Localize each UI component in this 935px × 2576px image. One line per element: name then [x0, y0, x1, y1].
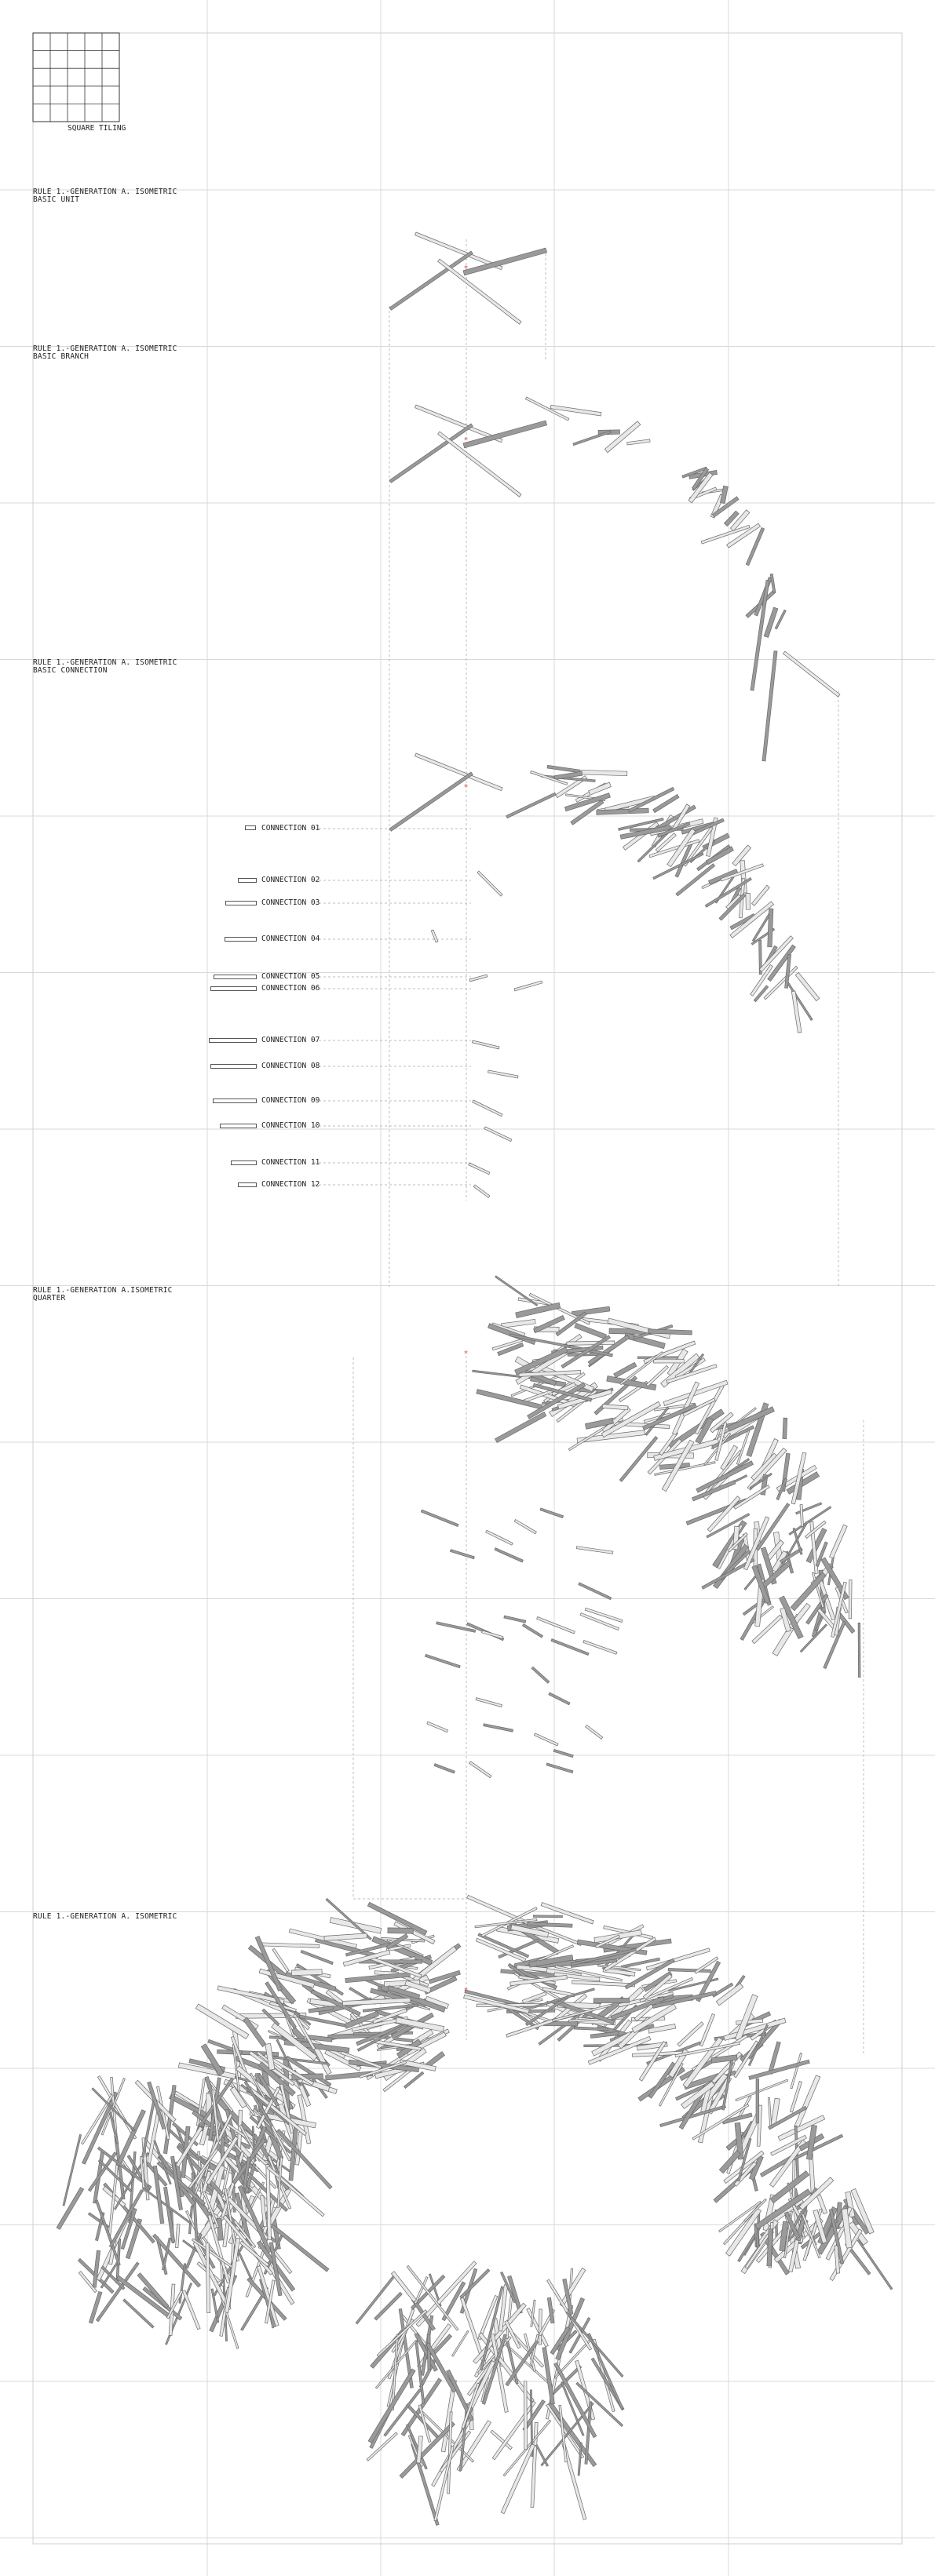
slat — [762, 651, 777, 761]
slat — [486, 1530, 513, 1545]
slat — [463, 248, 547, 275]
connection-12-swatch — [238, 1182, 257, 1187]
slat — [469, 975, 488, 982]
slat — [176, 2224, 181, 2248]
slat — [668, 1969, 710, 1973]
slat — [516, 1303, 561, 1317]
section-title-full — [33, 1913, 177, 1921]
slat — [770, 574, 776, 592]
slat — [541, 1903, 594, 1924]
slat — [576, 1547, 613, 1554]
slat — [389, 424, 473, 483]
slat — [800, 1624, 827, 1652]
slat — [260, 1943, 320, 1948]
connection-02-swatch — [238, 878, 257, 883]
slat — [585, 1608, 623, 1622]
slat — [195, 2004, 249, 2039]
slat — [182, 2290, 200, 2330]
slat — [431, 930, 438, 942]
slat — [425, 1654, 460, 1667]
slat — [469, 1163, 490, 1175]
section-subtitle: BASIC UNIT — [33, 195, 80, 204]
slat — [450, 1550, 474, 1559]
slat — [537, 1617, 575, 1634]
slat — [421, 1510, 458, 1526]
connection-05-swatch — [214, 975, 257, 979]
slat — [389, 251, 473, 310]
slat — [501, 2444, 535, 2514]
slat — [93, 2250, 100, 2287]
connection-09-label: CONNECTION 09 — [261, 1096, 320, 1105]
section-subtitle: BASIC CONNECTION — [33, 666, 108, 675]
marker-star: * — [464, 783, 468, 792]
slat — [427, 1722, 448, 1733]
slat — [499, 1939, 539, 1958]
slat — [360, 1960, 422, 1964]
connection-11-label: CONNECTION 11 — [261, 1158, 320, 1167]
slat — [578, 2443, 582, 2476]
slat — [580, 1613, 619, 1630]
connection-02-label: CONNECTION 02 — [261, 876, 320, 884]
slat — [619, 1437, 658, 1482]
section-title-basic-unit — [33, 188, 177, 204]
connection-10-label: CONNECTION 10 — [261, 1121, 320, 1130]
marker-star: * — [464, 1987, 468, 1995]
slat — [488, 1070, 519, 1078]
slat — [749, 2060, 810, 2079]
slat — [477, 871, 502, 896]
connection-06-label: CONNECTION 06 — [261, 984, 320, 993]
slat — [752, 885, 770, 905]
slat — [699, 2014, 714, 2046]
slat — [783, 651, 841, 697]
connection-08-swatch — [210, 1064, 257, 1069]
slat — [573, 431, 612, 446]
slat — [567, 1341, 615, 1346]
slat — [858, 1623, 860, 1677]
slat — [469, 1762, 492, 1778]
section-title-quarter — [33, 1287, 173, 1303]
section-title: RULE 1.-GENERATION A. ISOMETRIC — [33, 658, 177, 667]
slat — [736, 2079, 788, 2101]
section-title-basic-connection — [33, 659, 177, 675]
connection-11-swatch — [231, 1160, 257, 1165]
slat — [484, 1724, 513, 1733]
slat — [579, 1583, 612, 1600]
section-title-basic-branch — [33, 345, 177, 361]
slat — [546, 1763, 573, 1773]
slat — [502, 1319, 536, 1328]
slat — [472, 1040, 499, 1049]
section-title: RULE 1.-GENERATION A. ISOMETRIC — [33, 1912, 177, 1921]
connection-04-swatch — [225, 937, 257, 942]
connection-07-swatch — [209, 1038, 257, 1043]
slat — [809, 2154, 815, 2195]
slat — [291, 1969, 322, 1976]
slat — [795, 972, 820, 1000]
slat — [243, 2017, 266, 2047]
slat — [57, 2188, 84, 2230]
square-tiling-caption: SQUARE TILING — [68, 124, 126, 133]
slat — [514, 981, 542, 991]
slat — [476, 1698, 502, 1707]
slat — [495, 1276, 538, 1306]
slat — [473, 1100, 502, 1117]
connection-09-swatch — [213, 1099, 257, 1103]
connection-03-swatch — [225, 901, 257, 905]
slat — [796, 1503, 822, 1514]
slat — [756, 1503, 790, 1550]
slat — [217, 2218, 223, 2240]
square-tiling — [33, 33, 119, 122]
slat — [531, 1667, 550, 1683]
slat — [452, 2330, 469, 2356]
slat — [506, 792, 557, 818]
section-title: RULE 1.-GENERATION A. ISOMETRIC — [33, 344, 177, 353]
slat — [301, 1950, 333, 1964]
connection-03-label: CONNECTION 03 — [261, 898, 320, 907]
slat — [463, 421, 547, 448]
slat — [768, 2097, 771, 2125]
slat — [628, 787, 674, 812]
slat — [572, 1306, 610, 1316]
slat — [604, 421, 641, 453]
marker-star: * — [464, 1350, 468, 1358]
connection-01-label: CONNECTION 01 — [261, 824, 320, 833]
marker-star: * — [464, 264, 468, 273]
slat — [324, 1933, 367, 1941]
slat — [576, 2382, 623, 2426]
slat — [549, 1692, 570, 1705]
slat — [540, 1508, 564, 1518]
connection-08-label: CONNECTION 08 — [261, 1062, 320, 1070]
slat — [783, 1418, 787, 1439]
slat — [654, 1360, 685, 1363]
section-title: RULE 1.-GENERATION A.ISOMETRIC — [33, 1286, 173, 1295]
slat — [495, 1412, 546, 1443]
slat — [524, 2381, 527, 2450]
slat — [586, 1725, 603, 1740]
slat — [756, 2079, 759, 2123]
slat — [434, 1764, 455, 1773]
section-subtitle: BASIC BRANCH — [33, 352, 89, 361]
slat — [800, 1505, 804, 1527]
slat — [830, 1525, 848, 1558]
slat — [849, 1580, 852, 1619]
connection-10-swatch — [220, 1124, 257, 1128]
connection-12-label: CONNECTION 12 — [261, 1180, 320, 1189]
slat — [533, 1915, 562, 1918]
marker-star: * — [464, 436, 468, 445]
slat — [594, 1998, 629, 2003]
slat — [206, 2243, 210, 2312]
connection-04-label: CONNECTION 04 — [261, 935, 320, 943]
slat — [627, 439, 651, 445]
slat — [542, 2348, 555, 2405]
section-subtitle: QUARTER — [33, 1294, 66, 1303]
connection-05-label: CONNECTION 05 — [261, 972, 320, 981]
slat — [434, 2446, 454, 2521]
slat — [579, 770, 627, 775]
slat — [539, 2309, 542, 2345]
slat — [482, 1630, 503, 1639]
slat — [551, 1639, 589, 1656]
slat — [764, 607, 778, 637]
slat — [473, 1185, 490, 1197]
slat — [583, 1641, 617, 1655]
connection-01-swatch — [245, 825, 256, 830]
connection-07-label: CONNECTION 07 — [261, 1036, 320, 1044]
slat — [514, 1520, 536, 1534]
slat — [746, 893, 751, 909]
section-title: RULE 1.-GENERATION A. ISOMETRIC — [33, 188, 177, 196]
slat — [467, 1895, 529, 1925]
slat — [522, 1623, 542, 1638]
connection-06-swatch — [210, 986, 257, 991]
slat — [389, 772, 473, 831]
slat — [553, 1750, 573, 1758]
slat — [415, 753, 503, 791]
slat — [164, 2187, 175, 2242]
slat — [504, 1616, 526, 1623]
slat — [495, 1548, 524, 1562]
slat — [388, 1928, 414, 1933]
slat — [602, 1405, 628, 1410]
